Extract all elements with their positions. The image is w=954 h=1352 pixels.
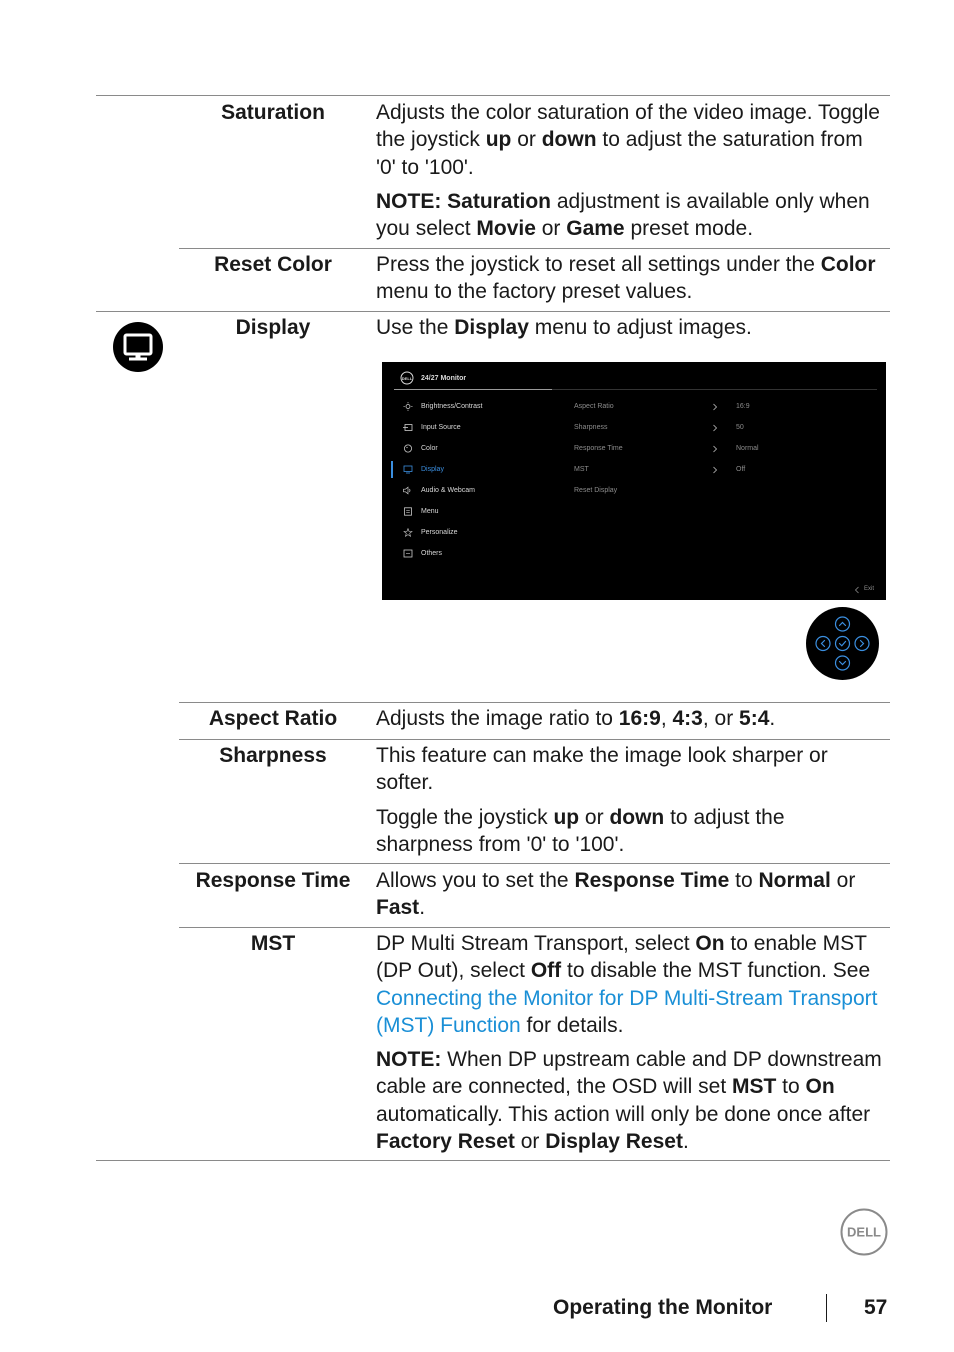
- others-icon: [402, 549, 414, 558]
- input-source-icon: [402, 423, 414, 432]
- osd-submenu-item[interactable]: Response Time: [574, 445, 623, 452]
- osd-title-underline: [394, 389, 552, 390]
- mst-connection-link[interactable]: Connecting the Monitor for DP Multi-Stream Transport (MST) Function: [376, 986, 878, 1037]
- sharpness-description: [376, 742, 886, 865]
- sharpness-text: This feature can make the image look sharper or softer.: [376, 744, 828, 795]
- osd-menu-item[interactable]: Others: [421, 550, 443, 557]
- rule-display-image-bottom: [179, 702, 890, 703]
- osd-right-underline: [552, 389, 877, 390]
- reset-color-label: Reset Color: [214, 253, 332, 276]
- sharpness-instructions: Toggle the joystick up or down to adjust the sharpness from '0' to '100'.: [376, 805, 785, 856]
- osd-selection-bar: [391, 461, 393, 478]
- osd-menu-item[interactable]: Brightness/Contrast: [421, 403, 483, 410]
- osd-menu-item[interactable]: Menu: [421, 508, 439, 515]
- svg-text:DELL: DELL: [847, 1224, 881, 1240]
- display-icon: [402, 465, 414, 474]
- personalize-icon: [402, 528, 414, 537]
- footer-section-title: Operating the Monitor: [553, 1296, 773, 1319]
- color-icon: [402, 444, 414, 453]
- osd-dell-logo-icon: [400, 371, 414, 385]
- chevron-left-icon: [854, 586, 860, 594]
- chevron-right-icon: [712, 403, 718, 411]
- dell-logo-icon: [839, 1207, 889, 1257]
- menu-icon: [402, 507, 414, 516]
- osd-exit-label[interactable]: Exit: [864, 586, 875, 592]
- chevron-right-icon: [712, 445, 718, 453]
- rule-top: [96, 95, 890, 96]
- aspect-ratio-label: Aspect Ratio: [208, 707, 338, 730]
- display-description: [376, 314, 886, 348]
- footer-separator: [826, 1294, 827, 1322]
- response-time-label: Response Time: [195, 869, 351, 892]
- osd-submenu-item[interactable]: Sharpness: [574, 424, 608, 431]
- sharpness-label: Sharpness: [219, 744, 327, 767]
- display-label: Display: [235, 316, 311, 339]
- reset-color-text: Press the joystick to reset all settings under the Color menu to the factory preset values.: [376, 253, 876, 304]
- aspect-ratio-description: [376, 705, 886, 739]
- response-time-description: [376, 867, 886, 929]
- osd-menu-item-selected[interactable]: Display: [421, 466, 444, 473]
- osd-value: Off: [736, 466, 746, 473]
- mst-text: DP Multi Stream Transport, select On to enable MST (DP Out), select Off to disable the MST function. See Connecting the Monitor for DP Multi-Stream Transport (MST) Function for details.: [376, 932, 878, 1037]
- saturation-label: Saturation: [221, 101, 325, 124]
- osd-value: 16:9: [736, 403, 750, 410]
- osd-submenu-item[interactable]: MST: [574, 466, 589, 473]
- joystick-icon: [806, 607, 879, 680]
- osd-value: 50: [736, 424, 744, 431]
- osd-submenu-item[interactable]: Aspect Ratio: [574, 403, 614, 410]
- svg-text:DELL: DELL: [401, 375, 413, 381]
- osd-display-menu-screenshot: [382, 362, 886, 600]
- aspect-ratio-text: Adjusts the image ratio to 16:9, 4:3, or 5:4.: [376, 707, 776, 730]
- osd-menu-item[interactable]: Personalize: [421, 529, 458, 536]
- chevron-right-icon: [712, 466, 718, 474]
- brightness-icon: [402, 402, 414, 411]
- osd-menu-item[interactable]: Audio & Webcam: [421, 487, 475, 494]
- osd-menu-item[interactable]: Color: [421, 445, 438, 452]
- osd-title: 24/27 Monitor: [421, 375, 467, 382]
- audio-webcam-icon: [402, 486, 414, 495]
- mst-label: MST: [250, 932, 296, 955]
- mst-description: [376, 930, 886, 1162]
- saturation-text: Adjusts the color saturation of the video image. Toggle the joystick up or down to adjust the saturation from '0' to '100'.: [376, 101, 880, 179]
- display-section-icon: [113, 322, 163, 372]
- display-text: Use the Display menu to adjust images.: [376, 316, 752, 339]
- saturation-note: NOTE: Saturation adjustment is available only when you select Movie or Game preset mode.: [376, 189, 870, 241]
- response-time-text: Allows you to set the Response Time to Normal or Fast.: [376, 869, 856, 920]
- osd-submenu-item[interactable]: Reset Display: [574, 487, 618, 494]
- chevron-right-icon: [712, 424, 718, 432]
- osd-menu-item[interactable]: Input Source: [421, 424, 461, 431]
- saturation-description: [376, 99, 886, 249]
- mst-note: NOTE: When DP upstream cable and DP downstream cable are connected, the OSD will set MST to On automatically. This action will only be done once after Factory Reset or Display Reset.: [376, 1048, 882, 1154]
- reset-color-description: [376, 251, 886, 313]
- page-number: 57: [864, 1296, 888, 1319]
- osd-value: Normal: [736, 445, 759, 452]
